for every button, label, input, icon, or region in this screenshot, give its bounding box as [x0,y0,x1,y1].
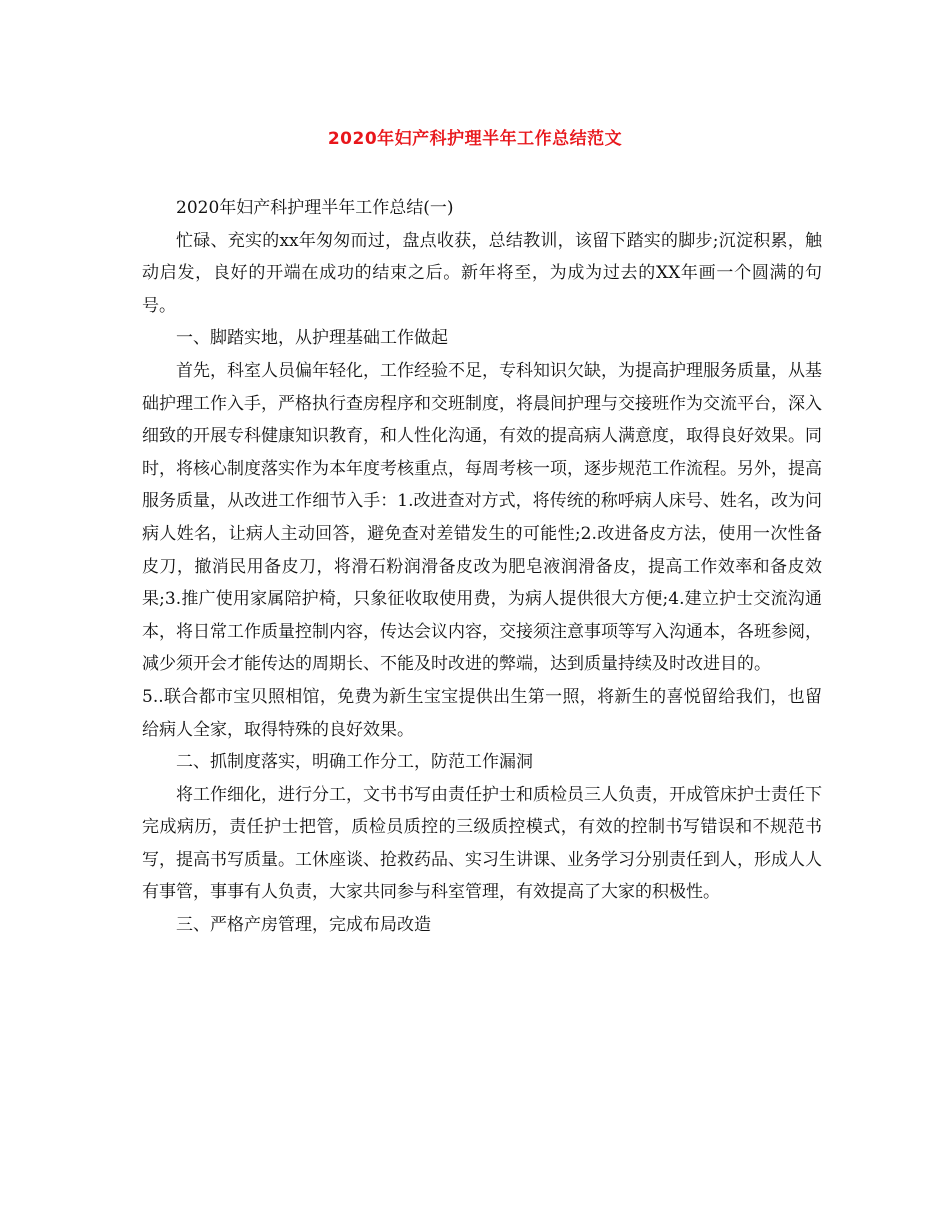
section-heading-1: 一、脚踏实地，从护理基础工作做起 [176,328,448,349]
paragraph-section-1: 首先，科室人员偏年轻化，工作经验不足，专科知识欠缺，为提高护理服务质量，从基础护理工作入手，严格执行查房程序和交班制度，将晨间护理与交接班作为交流平台，深入细致的开展专科健康知识教育，和人性化沟通，有效的提高病人满意度，取得良好效果。同时，将核心制度落实作为本年度考核重点，每周考核一项，逐步规范工作流程。另外，提高服务质量，从改进工作细节入手：1.改进查对方式，将传统的称呼病人床号、姓名，改为问病人姓名，让病人主动回答，避免查对差错发生的可能性;2.改进备皮方法，使用一次性备皮刀，撤消民用备皮刀，将滑石粉润滑备皮改为肥皂液润滑备皮，提高工作效率和备皮效果;3.推广使用家属陪护椅，只象征收取使用费，为病人提供很大方便;4.建立护士交流沟通本，将日常工作质量控制内容，传达会议内容，交接须注意事项等写入沟通本，各班参阅，减少须开会才能传达的周期长、不能及时改进的弊端，达到质量持续及时改进目的。 [142,360,822,675]
section-heading-2: 二、抓制度落实，明确工作分工，防范工作漏洞 [176,752,533,773]
document-body [142,192,822,942]
paragraph-intro: 忙碌、充实的xx年匆匆而过，盘点收获，总结教训，该留下踏实的脚步;沉淀积累，触动启发，良好的开端在成功的结束之后。新年将至，为成为过去的XX年画一个圆满的句号。 [142,230,822,316]
document-title: 2020年妇产科护理半年工作总结范文 [327,129,623,149]
paragraph-subtitle: 2020年妇产科护理半年工作总结(一) [176,198,454,218]
section-heading-3: 三、严格产房管理，完成布局改造 [176,915,431,936]
paragraph-section-2: 将工作细化，进行分工，文书书写由责任护士和质检员三人负责，开成管床护士责任下完成病历，责任护士把管，质检员质控的三级质控模式，有效的控制书写错误和不规范书写，提高书写质量。工休座谈、抢救药品、实习生讲课、业务学习分别责任到人，形成人人有事管，事事有人负责，大家共同参与科室管理，有效提高了大家的积极性。 [142,784,822,903]
paragraph-item-5: 5..联合都市宝贝照相馆，免费为新生宝宝提供出生第一照，将新生的喜悦留给我们，也留给病人全家，取得特殊的良好效果。 [142,686,822,740]
